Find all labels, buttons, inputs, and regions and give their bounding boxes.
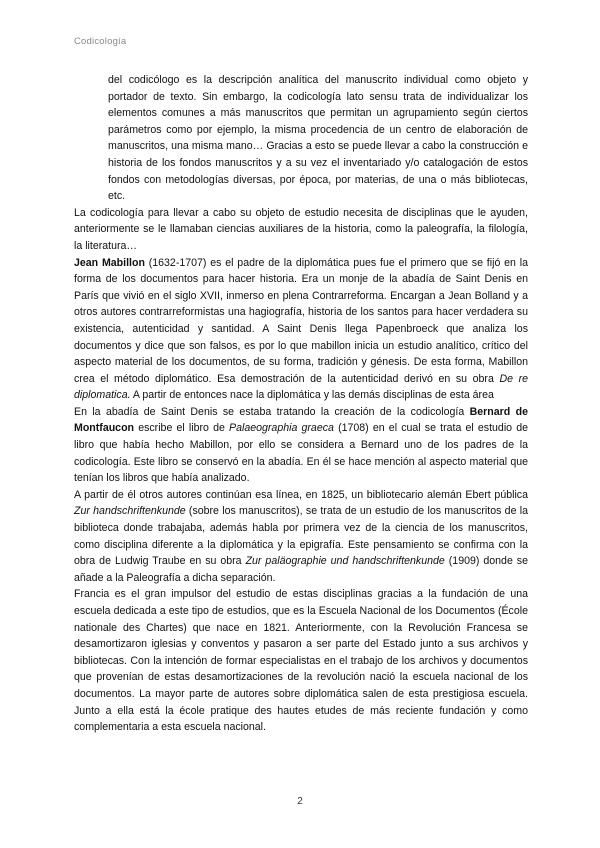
text-run: A partir de él otros autores continúan esa línea, en 1825, un bibliotecario alemán Ebert pública: [74, 488, 528, 501]
page-number: 2: [297, 796, 303, 807]
running-header: Codicología: [74, 36, 127, 47]
document-body: [74, 72, 528, 736]
italic-title: Palaeographia graeca: [229, 422, 334, 435]
italic-title: Zur paläographie und handschriftenkunde: [245, 555, 445, 568]
text-run: (sobre los manuscritos), se trata de un estudio de los manuscritos de la biblioteca donde trabajaba, además habla por primera vez de la ciencia de los manuscritos, como disciplina diferente a la diplomática y la epigrafía. Este pensamiento se confirma con la obra de Ludwig Traube en su obra: [74, 505, 528, 568]
paragraph: [74, 404, 528, 487]
text-run: escribe el libro de: [134, 422, 230, 435]
bold-text: Bernard de Montfaucon: [74, 405, 528, 435]
text-run: (1632-1707) es el padre de la diplomática pues fue el primero que se fijó en la forma de los documentos para hacer historia. Era un monje de la abadía de Saint Denis en París que vivió en el siglo XVII, inmerso en plena Contrarreforma. Encargan a Jean Bolland y a otros autores contrarreformistas una hagiografía, historia de los santos para hacer verdadera su existencia, autenticidad y santidad. A Saint Denis llega Papenbroeck que analiza los documentos y dice que son falsos, es por lo que mabillon inicia un estudio analítico, crítico del aspecto material de los documentos, de su forma, tradición y génesis. De esta forma, Mabillon crea el método diplomático. Esa demostración de la autenticidad derivó en su obra: [74, 256, 528, 385]
text-run: (1909) donde se añade a la Paleografía a dicha separación.: [74, 555, 528, 584]
paragraph: [74, 487, 528, 587]
text-run: (1708) en el cual se trata el estudio de libro que había hecho Mabillon, por ello se considera a Bernard uno de los padres de la codicología. Este libro se conservó en la abadía. En él se hace mención al aspecto material que tenían los libros que había analizado.: [74, 422, 529, 485]
paragraph: [74, 205, 528, 255]
text-run: La codicología para llevar a cabo su objeto de estudio necesita de disciplinas que le ayuden, anteriormente se le llamaban ciencias auxiliares de la historia, como la paleografía, la filología, la literatura…: [74, 206, 528, 252]
paragraph: [74, 586, 528, 735]
bold-text: Jean Mabillon: [74, 256, 145, 269]
text-run: En la abadía de Saint Denis se estaba tratando la creación de la codicología: [74, 405, 470, 418]
block-quote: [74, 72, 528, 205]
italic-title: Zur handschriftenkunde: [74, 505, 186, 518]
text-run: A partir de entonces nace la diplomática y las demás disciplinas de esta área: [130, 389, 494, 402]
italic-title: De re diplomatica.: [74, 372, 528, 402]
paragraph: [74, 255, 528, 404]
text-run: del codicólogo es la descripción analítica del manuscrito individual como objeto y portador de texto. Sin embargo, la codicología lato sensu trata de individualizar los elementos comunes a más manuscritos que permitan un agrupamiento según ciertos parámetros como por ejemplo, la misma procedencia de un centro de elaboración de manuscritos, una misma mano… Gracias a esto se puede llevar a cabo la construcción e historia de los fondos manuscritos y a su vez el inventariado y/o catalogación de estos fondos con metodologías diversas, por época, por materias, de una o más bibliotecas, etc.: [108, 74, 528, 203]
text-run: Francia es el gran impulsor del estudio de estas disciplinas gracias a la fundación de una escuela dedicada a este tipo de estudios, que es la Escuela Nacional de los Documentos (École nationale des Chartes) que nace en 1821. Anteriormente, con la Revolución Francesa se desamortizaron iglesias y conventos y pasaron a ser parte del Estado junto a sus archivos y bibliotecas. Con la intención de formar especialistas en el trabajo de los archivos y documentos que provenían de estas desamortizaciones de la revolución nació la escuela nacional de los documentos. La mayor parte de autores sobre diplomática salen de esta prestigiosa escuela. Junto a ella está la école pratique des hautes etudes de más reciente fundación y como complementaria a esta escuela nacional.: [74, 588, 528, 734]
